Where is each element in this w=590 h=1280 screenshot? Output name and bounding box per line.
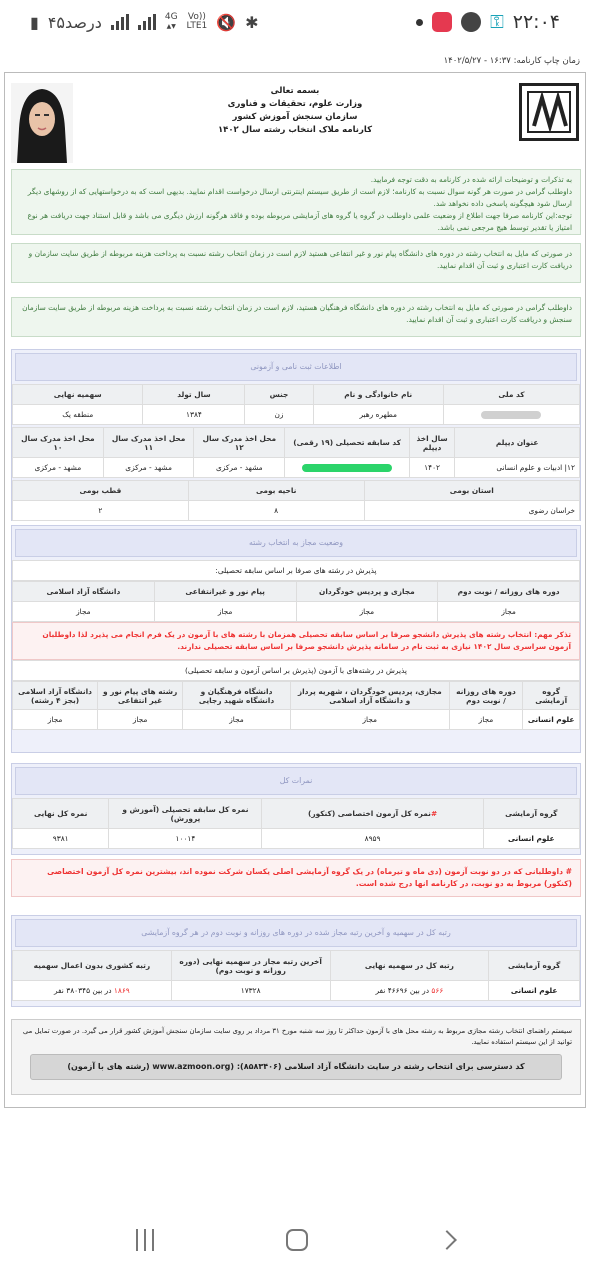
- report-footer: [11, 1019, 581, 1095]
- home-button[interactable]: [286, 1229, 308, 1251]
- exam-score-value: ۸۹۵۹: [262, 829, 483, 849]
- mute-icon: 🔇: [216, 12, 237, 32]
- final-quota-value: منطقه یک: [13, 405, 143, 425]
- sanjesh-logo: [519, 83, 579, 141]
- country-rank-value: ۱۸۶۹ در بین ۳۸۰۳۴۵ نفر: [13, 981, 172, 1001]
- exam-admission-table: گروه آزمایشی دوره های روزانه / نوبت دوم مجازی، پردیس خودگردان ، شهریه پرداز و دانشگاه آزاد اسلامی دانشگاه فرهنگیان و دانشگاه شهید رجایی رشته های پیام نور و غیر انتفاعی دانشگاه آزاد اسلامی (بجز ۴ رشته) علوم انسانی مجاز مجاز مجاز مجاز مجاز: [12, 681, 580, 730]
- registration-table-1: کد ملی نام خانوادگی و نام جنس سال تولد سهمیه نهایی مطهره رهبر زن ۱۳۸۴ منطقه یک: [12, 384, 580, 425]
- registration-title: اطلاعات ثبت نامی و آزمونی: [15, 353, 577, 381]
- ranks-section: [11, 915, 581, 1007]
- battery-icon: ▮: [30, 12, 39, 32]
- network-type: 4G ▲▼: [164, 12, 178, 30]
- national-code-value: [443, 405, 579, 425]
- scores-note: # داوطلبانی که در دو نوبت آزمون (دی ماه و تیرماه) در یک گروه آزمایشی اصلی یکسان شرکت نموده اند، بیشترین نمره کل آزمون اختصاصی (کنکور) مربوط به دو نوبت، در کارنامه انها درج شده است.: [11, 859, 581, 897]
- recents-button[interactable]: [136, 1229, 154, 1251]
- vpn-key-icon: ⚿: [490, 11, 504, 33]
- ranks-title: رتبه کل در سهمیه و آخرین رتبه مجاز شده در دوره های روزانه و نوبت دوم در هر گروه آزمایشی: [15, 919, 577, 947]
- notification-dot-icon: [416, 19, 423, 26]
- app-notification-icon: [432, 12, 452, 32]
- last-allowed-rank-value: ۱۷۳۲۸: [171, 981, 330, 1001]
- report-header: [5, 81, 585, 167]
- navigation-bar: [0, 1200, 590, 1280]
- scores-table: گروه آزمایشی #نمره کل آزمون اختصاصی (کنکور) نمره کل سابقه تحصیلی (آموزش و پرورش) نمره کل نهایی علوم انسانی ۸۹۵۹ ۱۰۰۱۴ ۹۳۸۱: [12, 798, 580, 849]
- diploma-year-value: ۱۴۰۲: [409, 458, 454, 478]
- gender-value: زن: [245, 405, 313, 425]
- signal-icon-2: [138, 14, 156, 30]
- scores-title: نمرات کل: [15, 767, 577, 795]
- history-score-value: ۱۰۰۱۴: [109, 829, 262, 849]
- history-admission-table: دوره های روزانه / نوبت دوم مجازی و پردیس خودگردان پیام نور و غیرانتفاعی دانشگاه آزاد اسلامی مجاز مجاز مجاز مجاز: [12, 581, 580, 622]
- registration-section: [11, 349, 581, 521]
- diploma-title-value: ۱۲| ادبیات و علوم انسانی: [455, 458, 580, 478]
- clock: ۲۲:۰۴: [512, 11, 560, 33]
- native-region-value: ۸: [188, 501, 364, 521]
- birth-year-value: ۱۳۸۴: [143, 405, 245, 425]
- allowed-section: [11, 525, 581, 753]
- battery-text: ۴۵درصد: [47, 12, 102, 32]
- azad-access-code-button[interactable]: کد دسترسی برای انتخاب رشته در سایت دانشگاه آزاد اسلامی (۸۵۸۳۴۰۶): (www.azmoon.org (رشته های با آزمون): [30, 1054, 562, 1080]
- footer-text: سیستم راهنمای انتخاب رشته مجازی مربوط به رشته محل های با آزمون حداکثر تا روز سه شنبه مورخ ۳۱ مرداد بر روی سایت سازمان سنجش آموزش کشور قرار می گیرد. در صورت تمایل می توانید از این سیستم استفاده نمایید.: [22, 1027, 572, 1046]
- report-card: [4, 72, 586, 1108]
- allowed-title: وضعیت مجاز به انتخاب رشته: [15, 529, 577, 557]
- signal-icon: [111, 14, 129, 30]
- ranks-table: گروه آزمایشی رتبه کل در سهمیه نهایی آخرین رتبه مجاز در سهمیه نهایی (دوره روزانه و نوبت دوم) رتبه کشوری بدون اعمال سهمیه علوم انسانی ۵۶۶ در بین ۴۶۶۹۶ نفر ۱۷۳۲۸ ۱۸۶۹ در بین ۳۸۰۳۴۵ نفر: [12, 950, 580, 1001]
- full-name-value: مطهره رهبر: [313, 405, 443, 425]
- back-button[interactable]: [437, 1230, 457, 1250]
- app-notification-icon-2: [461, 12, 481, 32]
- registration-table-2: عنوان دیپلم سال اخذ دیپلم کد سابقه تحصیلی (۱۹ رقمی) محل اخذ مدرک سال ۱۲ محل اخذ مدرک سال ۱۱ محل اخذ مدرک سال ۱۰ ۱۲| ادبیات و علوم انسانی ۱۴۰۲ مشهد - مرکزی مشهد - مرکزی مشهد - مرکزی: [12, 427, 580, 478]
- final-score-value: ۹۳۸۱: [13, 829, 109, 849]
- payame-noor-note: در صورتی که مایل به انتخاب رشته در دوره های دانشگاه پیام نور و غیر انتفاعی هستید لازم است در زمان انتخاب رشته نسبت به پرداخت هزینه مربوطه از طریق سایت سازمان و دریافت کارت اعتباری و ثبت آن اقدام نمایید.: [11, 243, 581, 283]
- volte-indicator: Vo)) LTE1: [186, 12, 208, 31]
- native-pole-value: ۲: [13, 501, 189, 521]
- scores-section: [11, 763, 581, 855]
- quota-rank-value: ۵۶۶ در بین ۴۶۶۹۶ نفر: [330, 981, 489, 1001]
- header-title: بسمه تعالی وزارت علوم، تحقیقات و فناوری سازمان سنجش آموزش کشور کارنامه ملاک انتخاب رشته سال ۱۴۰۲: [217, 86, 373, 135]
- registration-table-3: استان بومی ناحیه بومی قطب بومی خراسان رضوی ۸ ۲: [12, 480, 580, 521]
- print-time: زمان چاپ کارنامه: ۱۶:۳۷ - ۱۴۰۲/۵/۲۷: [443, 56, 580, 66]
- education-code-value: [285, 458, 410, 478]
- important-warning: تذکر مهم: انتخاب رشته های پذیرش دانشجو صرفا بر اساس سابقه تحصیلی همزمان با رشته های با آزمون در یک فرم انجام می پذیرد لذا داوطلبان آزمون سراسری سال ۱۴۰۲ نیازی به ثبت نام در سامانه پذیرش دانشجو صرفا بر اساس سابقه تحصیلی ندارند.: [12, 622, 580, 660]
- farhangian-note: داوطلب گرامی در صورتی که مایل به انتخاب رشته در دوره های دانشگاه فرهنگیان هستید، لازم است در زمان انتخاب رشته نسبت به پرداخت هزینه مربوطه از طریق سایت سازمان سنجش و دریافت کارت اعتباری و ثبت آن اقدام نمایید.: [11, 297, 581, 337]
- exam-admission-subtitle: پذیرش در رشته‌های با آزمون (پذیرش بر اساس آزمون و سابقه تحصیلی): [12, 660, 580, 681]
- bluetooth-icon: ✱: [245, 12, 259, 32]
- instructions-note: به تذکرات و توضیحات ارائه شده در کارنامه به دقت توجه فرمایید. داوطلب گرامی در صورت هر گونه سوال نسبت به کارنامه؛ لازم است از طریق سیستم اینترنتی ارسال درخواست اقدام نمایید. بدیهی است که به درخواستهایی که از روشهای دیگر ارسال شود هیچگونه پاسخی داده نخواهد شد. توجه:این کارنامه صرفا جهت اطلاع از وضعیت علمی داوطلب در گروه یا گروه های آزمایشی مربوطه بوده و فاقد هرگونه ارزش دیگری می باشد و قابل استناد جهت دریافت هر نوع امتیاز یا تقدیر توسط هیچ مرجعی نمی باشد.: [11, 169, 581, 235]
- status-bar: [0, 0, 590, 44]
- candidate-photo: [11, 83, 73, 163]
- native-province-value: خراسان رضوی: [364, 501, 579, 521]
- history-admission-subtitle: پذیرش در رشته های صرفا بر اساس سابقه تحصیلی:: [12, 560, 580, 581]
